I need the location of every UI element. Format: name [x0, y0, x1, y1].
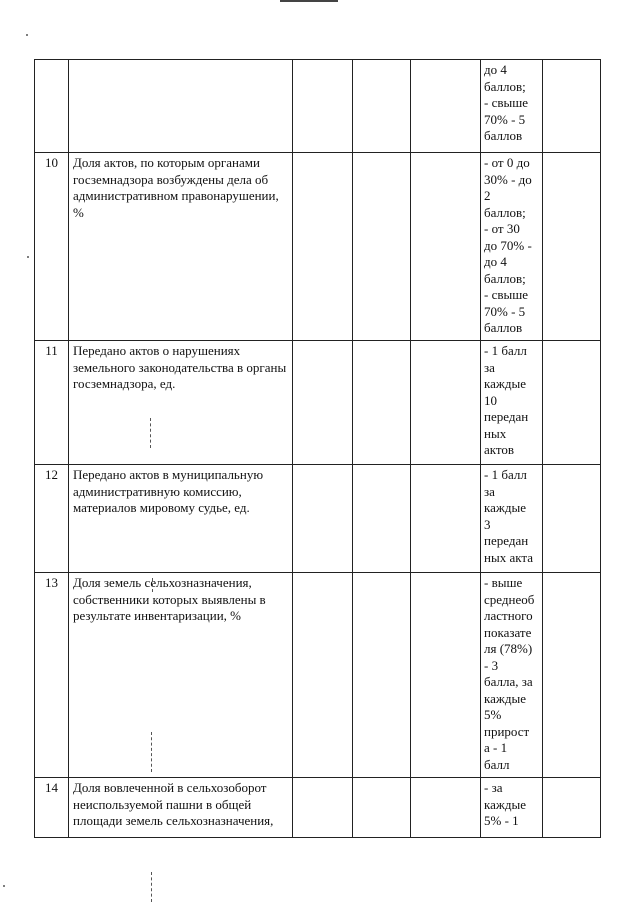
table-row — [35, 573, 601, 778]
empty-cell — [543, 573, 601, 778]
empty-cell — [353, 778, 411, 838]
empty-cell — [293, 573, 353, 778]
table-row — [35, 341, 601, 465]
row-number: 10 — [35, 153, 69, 341]
score-cell: - 1 балл за каждые 10 передан ных актов — [481, 341, 543, 465]
empty-cell — [543, 778, 601, 838]
empty-cell — [353, 341, 411, 465]
row-number: 12 — [35, 465, 69, 573]
empty-cell — [543, 60, 601, 153]
table-row — [35, 778, 601, 838]
empty-cell — [353, 573, 411, 778]
scan-dash-mark — [152, 578, 154, 592]
scan-dash-mark — [151, 732, 153, 772]
criteria-table — [34, 59, 601, 838]
scan-speck — [26, 34, 28, 36]
row-number: 14 — [35, 778, 69, 838]
empty-cell — [293, 341, 353, 465]
indicator-name: Доля земель сельхозназначения, собственники которых выявлены в результате инвентаризации, % — [69, 573, 293, 778]
table-row — [35, 60, 601, 153]
score-cell: - 1 балл за каждые 3 передан ных акта — [481, 465, 543, 573]
table-row — [35, 465, 601, 573]
indicator-name: Передано актов о нарушениях земельного законодательства в органы госземнадзора, ед. — [69, 341, 293, 465]
indicator-name — [69, 60, 293, 153]
score-cell: - от 0 до 30% - до 2 баллов; - от 30 до 70% - до 4 баллов; - свыше 70% - 5 баллов — [481, 153, 543, 341]
score-cell: до 4 баллов; - свыше 70% - 5 баллов — [481, 60, 543, 153]
scan-speck — [3, 885, 5, 887]
empty-cell — [543, 465, 601, 573]
empty-cell — [411, 60, 481, 153]
empty-cell — [353, 60, 411, 153]
empty-cell — [543, 341, 601, 465]
indicator-name: Доля вовлеченной в сельхозоборот неиспользуемой пашни в общей площади земель сельхозназначения, — [69, 778, 293, 838]
empty-cell — [411, 778, 481, 838]
scan-speck — [27, 256, 29, 258]
empty-cell — [293, 465, 353, 573]
table-row — [35, 153, 601, 341]
empty-cell — [411, 341, 481, 465]
empty-cell — [411, 573, 481, 778]
empty-cell — [543, 153, 601, 341]
row-number — [35, 60, 69, 153]
row-number: 13 — [35, 573, 69, 778]
score-cell: - за каждые 5% - 1 — [481, 778, 543, 838]
empty-cell — [411, 465, 481, 573]
empty-cell — [353, 465, 411, 573]
empty-cell — [293, 778, 353, 838]
empty-cell — [293, 60, 353, 153]
page-top-mark — [280, 0, 338, 2]
indicator-name: Передано актов в муниципальную административную комиссию, материалов мировому судье, ед. — [69, 465, 293, 573]
empty-cell — [293, 153, 353, 341]
row-number: 11 — [35, 341, 69, 465]
score-cell: - выше среднеоб ластного показате ля (78%) - 3 балла, за каждые 5% прирост а - 1 балл — [481, 573, 543, 778]
scan-dash-mark — [150, 418, 152, 448]
empty-cell — [353, 153, 411, 341]
indicator-name: Доля актов, по которым органами госземнадзора возбуждены дела об административном правонарушении, % — [69, 153, 293, 341]
empty-cell — [411, 153, 481, 341]
scan-dash-mark — [151, 872, 153, 902]
